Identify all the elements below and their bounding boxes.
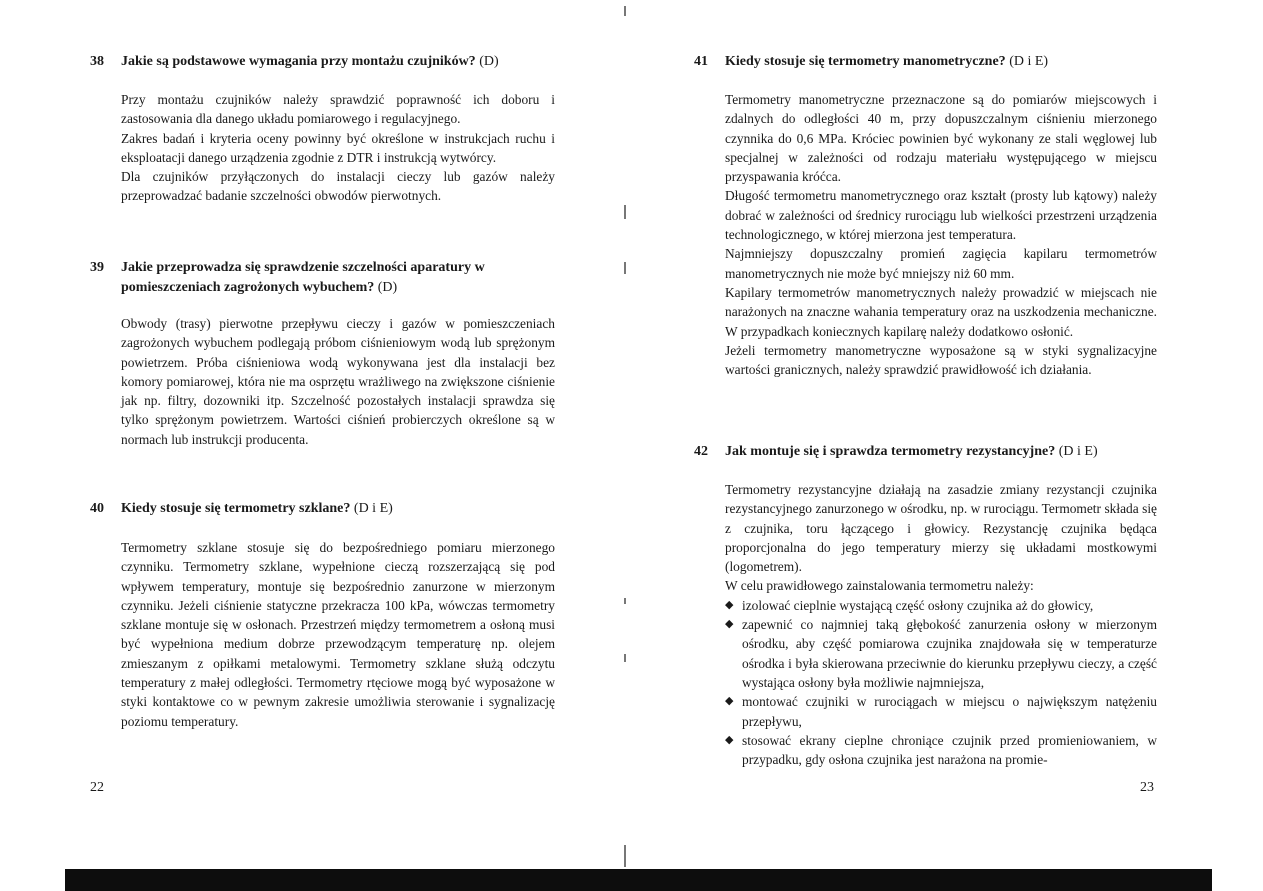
bullet-text: stosować ekrany cieplne chroniące czujnik przed promieniowaniem, w przypadku, gdy osłona czujnika jest narażona na promie- (742, 732, 1157, 768)
question-category: (D i E) (1009, 54, 1049, 69)
paragraph: Kapilary termometrów manometrycznych należy prowadzić w miejscach nie narażonych na znaczne wahania temperatury oraz na uszkodzenia mechaniczne. W przypadkach koniecznych kapilarę należy dodatkowo osłonić. (725, 284, 1157, 339)
question-number: 41 (694, 54, 708, 69)
question-number: 42 (694, 444, 708, 459)
question-41-heading (694, 52, 1164, 72)
bullet-text: zapewnić co najmniej taką głębokość zanurzenia osłony w mierzonym ośrodku, aby część pomiarowa czujnika znajdowała się w temperaturze ośrodka i była skierowana przeciwnie do kierunku przepływu cieczy, a część wystająca osłony była możliwie najmniejsza, (742, 617, 1157, 690)
paragraph: Termometry rezystancyjne działają na zasadzie zmiany rezystancji czujnika rezystancyjnego zanurzonego w ośrodku, np. w rurociągu. Termometr składa się z czujnika, toru łączącego i głowicy. Rezystancję czujnika będąca proporcjonalna do jego temperatury mierzy się układami mostkowymi (logometrem). (725, 482, 1157, 575)
scan-mark (624, 654, 626, 662)
page-number: 22 (90, 780, 104, 795)
bullet-text: montować czujniki w rurociągach w miejscu o największym natężeniu przepływu, (742, 694, 1157, 729)
paragraph: W celu prawidłowego zainstalowania termometru należy: (725, 578, 1034, 594)
bullet-item (725, 692, 1157, 731)
bullet-text: izolować cieplnie wystającą część osłony czujnika aż do głowicy, (742, 597, 1094, 613)
bullet-item (725, 615, 1157, 692)
question-39-heading (90, 258, 560, 298)
question-title (121, 258, 560, 298)
question-42-heading (694, 442, 1164, 462)
question-number: 38 (90, 54, 104, 69)
scan-mark (624, 205, 626, 219)
question-title (725, 442, 1164, 462)
paragraph: Zakres badań i kryteria oceny powinny być określone w instrukcjach ruchu i eksploatacji danego urządzenia zgodnie z DTR i instrukcją wytwórcy. (121, 130, 555, 165)
bullet-item (725, 596, 1157, 615)
answer-38 (121, 90, 555, 206)
question-38-heading (90, 52, 570, 72)
question-title (725, 52, 1164, 72)
question-title-text: Kiedy stosuje się termometry manometryczne? (725, 54, 1006, 69)
answer-39 (121, 314, 555, 449)
scan-mark (624, 845, 626, 867)
question-number: 40 (90, 501, 104, 516)
answer-40 (121, 538, 555, 731)
question-title (121, 499, 560, 519)
question-category: (D) (377, 280, 398, 295)
diamond-bullet-icon: ◆ (725, 618, 734, 631)
diamond-bullet-icon: ◆ (725, 598, 734, 611)
paragraph: Przy montażu czujników należy sprawdzić poprawność ich doboru i zastosowania dla danego układu pomiarowego i regulacyjnego. (121, 92, 555, 127)
diamond-bullet-icon: ◆ (725, 733, 734, 746)
page-number: 23 (1140, 780, 1154, 795)
diamond-bullet-icon: ◆ (725, 695, 734, 708)
paragraph: Długość termometru manometrycznego oraz kształt (prosty lub kątowy) należy dobrać w zależności od średnicy rurociągu lub wielkości przestrzeni urządzenia technologicznego, w której mierzona jest temperatura. (725, 188, 1157, 243)
scan-mark (624, 598, 626, 604)
paragraph: Termometry manometryczne przeznaczone są do pomiarów miejscowych i zdalnych do odległości 40 m, przy dopuszczalnym ciśnieniu mierzonego czynnika do 0,6 MPa. Króciec powinien być wykonany ze stali węglowej lub specjalnej w zależności od rodzaju materiału występującego w miejscu przyspawania króćca. (725, 92, 1157, 185)
question-category: (D i E) (353, 501, 393, 516)
paragraph: Jeżeli termometry manometryczne wyposażone są w styki sygnalizacyjne wartości granicznych, należy sprawdzić prawidłowość ich działania. (725, 342, 1157, 378)
scan-mark (624, 262, 626, 274)
paragraph: Najmniejszy dopuszczalny promień zagięcia kapilaru termometrów manometrycznych nie może być mniejszy niż 60 mm. (725, 246, 1157, 281)
question-title-text: Kiedy stosuje się termometry szklane? (121, 501, 351, 516)
question-category: (D) (479, 54, 499, 69)
question-category: (D i E) (1058, 444, 1098, 459)
question-title-text: Jak montuje się i sprawdza termometry rezystancyjne? (725, 444, 1056, 459)
question-title (121, 52, 570, 72)
bullet-item (725, 731, 1157, 770)
question-title-text: Jakie są podstawowe wymagania przy montażu czujników? (121, 54, 476, 69)
paragraph: Termometry szklane stosuje się do bezpośredniego pomiaru mierzonego czynniku. Termometry szklane, wypełnione cieczą rozszerzającą się pod wpływem temperatury, montuje się bezpośrednio zanurzone w mierzonym czynniku. Jeżeli ciśnienie statyczne przekracza 100 kPa, wówczas termometry szklane montuje się w osłonach. Przestrzeń między termometrem a osłoną musi być wypełniona medium dobrze przewodzącym temperaturę np. olejem zmieszanym z opiłkami metalowymi. Termometry szklane służą odczytu temperatury z małej odległości. Termometry rtęciowe mogą być wyposażone w styki kontaktowe co w pewnym zakresie umożliwia sterowanie i sygnalizację poziomu temperatury. (121, 540, 555, 729)
question-title-text: Jakie przeprowadza się sprawdzenie szczelności aparatury w pomieszczeniach zagrożonych wybuchem? (121, 260, 485, 295)
answer-42 (725, 480, 1157, 769)
answer-41 (725, 90, 1157, 379)
question-40-heading (90, 499, 560, 519)
paragraph: Dla czujników przyłączonych do instalacji cieczy lub gazów należy przeprowadzać badanie szczelności obwodów pierwotnych. (121, 169, 555, 204)
scan-mark (624, 6, 626, 16)
question-number: 39 (90, 260, 104, 275)
paragraph: Obwody (trasy) pierwotne przepływu cieczy i gazów w pomieszczeniach zagrożonych wybuchem podlegają próbom ciśnieniowym wodą lub sprężonym powietrzem. Próba ciśnieniowa wodą wykonywana jest dla instalacji bez komory pomiarowej, która nie ma osprzętu wrażliwego na zwiększone ciśnienie jak np. filtry, dozowniki itp. Szczelność pozostałych instalacji sprawdza się tylko sprężonym powietrzem. Wartości ciśnień probierczych określone są w normach lub instrukcji producenta. (121, 316, 555, 447)
scan-bottom-edge (65, 869, 1212, 891)
